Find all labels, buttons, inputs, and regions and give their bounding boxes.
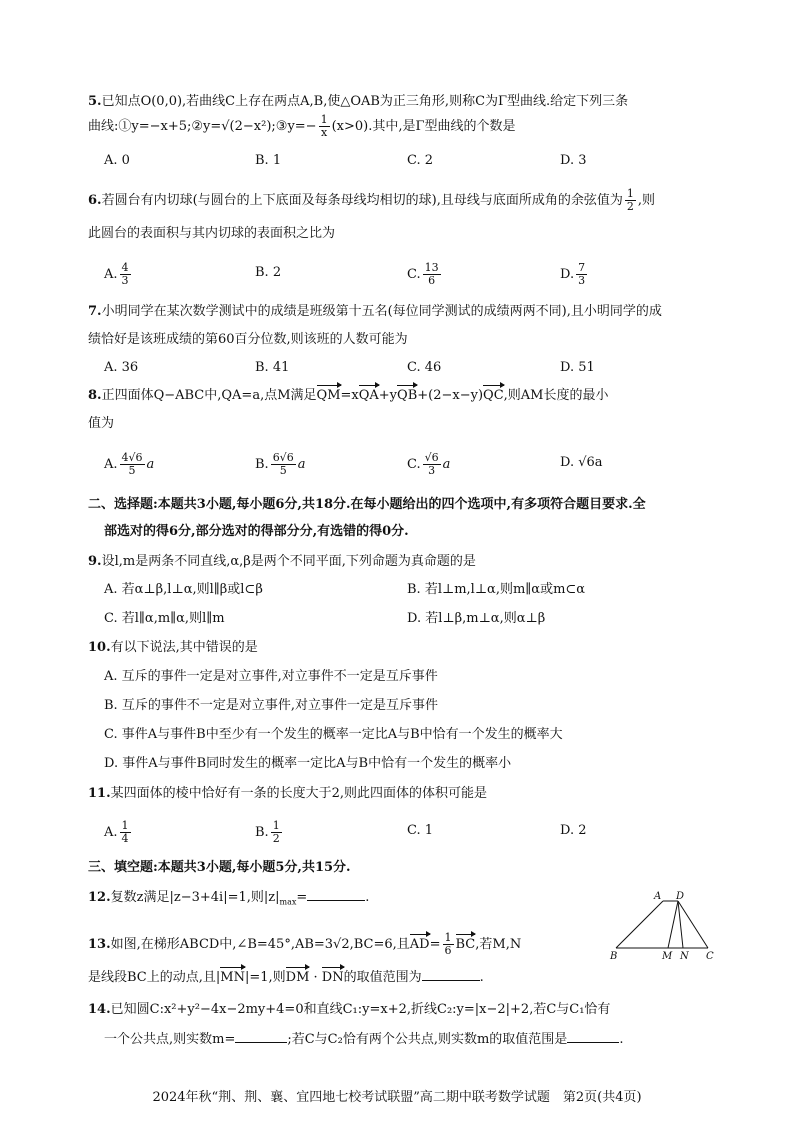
q12-answer-blank[interactable] [307, 888, 365, 901]
q6-option-d[interactable]: D. $\frac{7}{3}$ [560, 261, 586, 287]
q8-option-d[interactable]: D. √6a [560, 455, 603, 470]
q5-option-a[interactable]: A. 0 [104, 153, 130, 168]
q14-stem-1: 已知圆C:x²+y²−4x−2my+4=0和直线C₁:y=x+2,折线C₂:y=|x−2|+2,若C与C₁恰有 [110, 1002, 611, 1017]
q6-line2 [88, 224, 335, 244]
q6-option-c[interactable]: C. $\frac{13}{6}$ [407, 261, 439, 287]
q7-number: 7. [88, 304, 102, 319]
q13-stem-1a: 如图,在梯形ABCD中,∠B=45°,AB=3√2,BC=6,且 [110, 937, 410, 952]
vector-qm: QM [317, 386, 341, 406]
q9-option-c[interactable]: C. 若l∥α,m∥α,则l∥m [104, 611, 225, 626]
q14-answer-blank-2[interactable] [567, 1030, 619, 1043]
q7-option-a[interactable]: A. 36 [104, 360, 139, 375]
q9-stem: 设l,m是两条不同直线,α,β是两个不同平面,下列命题为真命题的是 [101, 554, 476, 569]
q14-line2: 一个公共点,则实数m= ;若C与C₂恰有两个公共点,则实数m的取值范围是 . [104, 1032, 624, 1047]
q7-line1 [88, 302, 662, 322]
label-c: C [706, 951, 714, 960]
q5-line2 [88, 114, 516, 139]
q10-number: 10. [88, 640, 111, 655]
vector-dm: DM [286, 968, 310, 988]
q7-options [104, 357, 724, 381]
label-n: N [680, 951, 689, 960]
q5-fraction: $\frac{1}{x}$ [320, 113, 328, 139]
section-2-heading-2: 部选对的得6分,部分选对的得部分分,有选错的得0分. [104, 524, 409, 539]
vector-ad: AD [410, 935, 430, 955]
q12-stem-a: 复数z满足|z−3+4i|=1,则|z| [110, 890, 280, 905]
q6-option-b[interactable]: B. 2 [255, 265, 282, 280]
q10-option-d[interactable]: D. 事件A与事件B同时发生的概率一定比A与B中恰有一个发生的概率小 [104, 756, 512, 771]
q12-subscript: max [279, 897, 297, 907]
q13-line1: 13.如图,在梯形ABCD中,∠B=45°,AB=3√2,BC=6,且AD= $\frac{1}{6}$ BC,若M,N [88, 931, 522, 957]
vector-qc: QC [483, 386, 504, 406]
label-m: M [662, 951, 673, 960]
segment-ab [616, 901, 663, 948]
q6-stem-1a: 若圆台有内切球(与圆台的上下底面及每条母线均相切的球),且母线与底面所成角的余弦值为 [101, 193, 623, 208]
q5-option-b[interactable]: B. 1 [255, 153, 282, 168]
q5-number: 5. [88, 94, 102, 109]
q8-option-c[interactable]: C. $\frac{√6}{3}$ a [407, 451, 451, 477]
q5-option-c[interactable]: C. 2 [407, 153, 434, 168]
segment-dm [668, 901, 678, 948]
vector-dn: DN [322, 968, 344, 988]
q11-option-b[interactable]: B. $\frac{1}{2}$ [255, 819, 280, 845]
q8-line1: 8.正四面体Q−ABC中,QA=a,点M满足QM=xQA+yQB+(2−x−y)QC,则AM长度的最小 [88, 386, 608, 406]
vector-mn: MN [220, 968, 245, 988]
q14-line1 [88, 1000, 610, 1020]
label-a: A [654, 891, 662, 902]
q11-number: 11. [88, 786, 111, 801]
page-footer: 2024年秋“荆、荆、襄、宜四地七校考试联盟”高二期中联考数学试题 第2页(共4页) [152, 1090, 642, 1105]
q5-stem-2b: (x>0).其中,是Γ型曲线的个数是 [331, 119, 516, 134]
q8-stem-1a: 正四面体Q−ABC中,QA=a,点M满足 [101, 388, 317, 403]
section-2-heading-1: 二、选择题:本题共3小题,每小题6分,共18分.在每小题给出的四个选项中,有多项符合题目要求.全 [88, 497, 646, 512]
label-b: B [610, 951, 618, 960]
q6-options [104, 262, 724, 286]
q6-option-a[interactable]: A. $\frac{4}{3}$ [104, 261, 129, 287]
q6-number: 6. [88, 193, 102, 208]
q9-option-d[interactable]: D. 若l⊥β,m⊥α,则α⊥β [407, 611, 546, 626]
q9-option-b[interactable]: B. 若l⊥m,l⊥α,则m∥α或m⊂α [407, 582, 586, 597]
q11-line1 [88, 784, 487, 804]
q11-stem: 某四面体的棱中恰好有一条的长度大于2,则此四面体的体积可能是 [110, 786, 488, 801]
q5-stem-1: 已知点O(0,0),若曲线C上存在两点A,B,使△OAB为正三角形,则称C为Γ型曲线.给定下列三条 [101, 94, 629, 109]
q13-number: 13. [88, 937, 111, 952]
q11-option-a[interactable]: A. $\frac{1}{4}$ [104, 819, 129, 845]
q13-answer-blank[interactable] [422, 968, 480, 981]
q9-line1 [88, 552, 476, 572]
q13-stem-1b: ,若M,N [475, 937, 522, 952]
q10-line1 [88, 638, 258, 658]
q8-option-b[interactable]: B. $\frac{6√6}{5}$ a [255, 451, 306, 477]
q7-line2 [88, 330, 408, 350]
q10-option-a[interactable]: A. 互斥的事件一定是对立事件,对立事件不一定是互斥事件 [104, 669, 438, 684]
q7-stem-2: 绩恰好是该班成绩的第60百分位数,则该班的人数可能为 [88, 332, 408, 347]
vector-qa: QA [359, 386, 379, 406]
q14-answer-blank-1[interactable] [235, 1030, 287, 1043]
q8-stem-2: 值为 [88, 416, 115, 431]
q6-line1 [88, 188, 655, 213]
q7-option-c[interactable]: C. 46 [407, 360, 442, 375]
q5-option-d[interactable]: D. 3 [560, 153, 587, 168]
q11-option-c[interactable]: C. 1 [407, 823, 434, 838]
q10-stem: 有以下说法,其中错误的是 [110, 640, 258, 655]
q9-option-a[interactable]: A. 若α⊥β,l⊥α,则l∥β或l⊂β [104, 582, 263, 597]
q8-options [104, 452, 724, 476]
q6-stem-1b: ,则 [637, 193, 655, 208]
q14-number: 14. [88, 1002, 111, 1017]
q8-line2 [88, 414, 114, 434]
q10-option-b[interactable]: B. 互斥的事件不一定是对立事件,对立事件一定是互斥事件 [104, 698, 438, 713]
q6-stem-2: 此圆台的表面积与其内切球的表面积之比为 [88, 226, 336, 241]
q7-option-d[interactable]: D. 51 [560, 360, 595, 375]
q8-stem-1b: ,则AM长度的最小 [503, 388, 609, 403]
q13-line2: 是线段BC上的动点,且|MN|=1,则DM · DN的取值范围为 . [88, 968, 484, 988]
q11-option-d[interactable]: D. 2 [560, 823, 587, 838]
trapezoid-figure [608, 888, 718, 960]
q7-stem-1: 小明同学在某次数学测试中的成绩是班级第十五名(每位同学测试的成绩两两不同),且小明同学的成 [101, 304, 662, 319]
q12-number: 12. [88, 890, 111, 905]
section-3-heading: 三、填空题:本题共3小题,每小题5分,共15分. [88, 860, 351, 875]
vector-qb: QB [397, 386, 417, 406]
q8-number: 8. [88, 388, 102, 403]
q12-line: 12.复数z满足|z−3+4i|=1,则$|z|_{max}=$ . [88, 890, 370, 907]
q7-option-b[interactable]: B. 41 [255, 360, 290, 375]
label-d: D [676, 891, 685, 902]
q13-fraction: $\frac{1}{6}$ [444, 931, 452, 957]
q10-option-c[interactable]: C. 事件A与事件B中至少有一个发生的概率一定比A与B中恰有一个发生的概率大 [104, 727, 563, 742]
vector-bc: BC [456, 935, 476, 955]
q5-line1 [88, 92, 628, 112]
q5-stem-2a: 曲线:①y=−x+5;②y=√(2−x²);③y=− [88, 119, 317, 134]
q11-options [104, 820, 724, 844]
q8-option-a[interactable]: A. $\frac{4√6}{5}$ a [104, 451, 155, 477]
q5-options [104, 150, 724, 174]
q9-number: 9. [88, 554, 102, 569]
q6-fraction: $\frac{1}{2}$ [626, 187, 634, 213]
